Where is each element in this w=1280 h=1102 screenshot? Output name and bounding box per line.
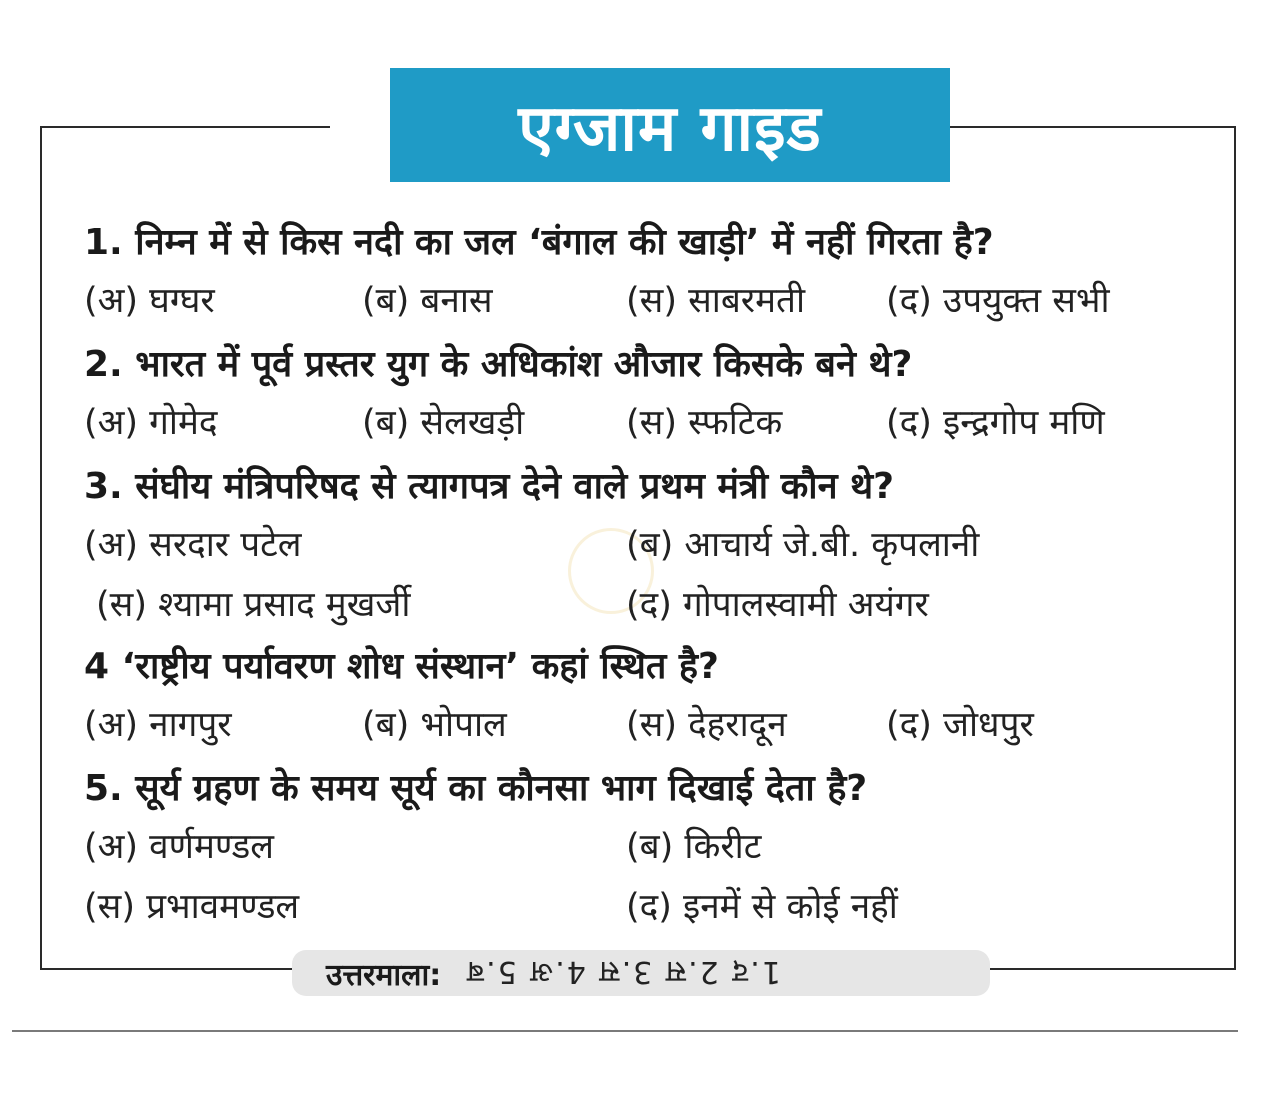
q3-option-b: (ब) आचार्य जे.बी. कृपलानी (626, 525, 980, 565)
q4-option-b: (ब) भोपाल (362, 705, 507, 745)
q5-option-b: (ब) किरीट (626, 827, 762, 867)
page-title: एग्जाम गाइड (518, 91, 822, 166)
q2-option-a: (अ) गोमेद (84, 403, 218, 443)
question-2: 2. भारत में पूर्व प्रस्तर युग के अधिकांश औजार किसके बने थे? (84, 344, 913, 385)
q1-option-a: (अ) घग्घर (84, 281, 215, 321)
title-gap (330, 110, 390, 186)
q1-option-b: (ब) बनास (362, 281, 493, 321)
q5-option-c: (स) प्रभावमण्डल (84, 887, 300, 927)
q3-option-a: (अ) सरदार पटेल (84, 525, 302, 565)
question-3: 3. संघीय मंत्रिपरिषद से त्यागपत्र देने वाले प्रथम मंत्री कौन थे? (84, 466, 895, 507)
answer-key-label: उत्तरमाला: (326, 957, 442, 993)
question-4: 4 ‘राष्ट्रीय पर्यावरण शोध संस्थान’ कहां स्थित है? (84, 646, 719, 687)
q5-option-d: (द) इनमें से कोई नहीं (626, 887, 898, 927)
q2-option-c: (स) स्फटिक (626, 403, 783, 443)
q2-option-d: (द) इन्द्रगोप मणि (886, 403, 1105, 443)
q4-option-d: (द) जोधपुर (886, 705, 1034, 745)
q1-option-c: (स) साबरमती (626, 281, 806, 321)
question-5: 5. सूर्य ग्रहण के समय सूर्य का कौनसा भाग दिखाई देता है? (84, 768, 868, 809)
q1-option-d: (द) उपयुक्त सभी (886, 281, 1110, 321)
question-1: 1. निम्न में से किस नदी का जल ‘बंगाल की खाड़ी’ में नहीं गिरता है? (84, 222, 994, 263)
q4-option-c: (स) देहरादून (626, 705, 787, 745)
answer-key-bar (292, 950, 990, 996)
q3-option-d: (द) गोपालस्वामी अयंगर (626, 585, 929, 625)
q2-option-b: (ब) सेलखड़ी (362, 403, 525, 443)
q5-option-a: (अ) वर्णमण्डल (84, 827, 274, 867)
bottom-divider (12, 1030, 1238, 1032)
title-banner (390, 68, 950, 182)
q3-option-c: (स) श्यामा प्रसाद मुखर्जी (96, 585, 411, 625)
q4-option-a: (अ) नागपुर (84, 705, 232, 745)
answer-key-values: 1.द 2.स 3.स 4.अ 5.ब (465, 953, 782, 989)
